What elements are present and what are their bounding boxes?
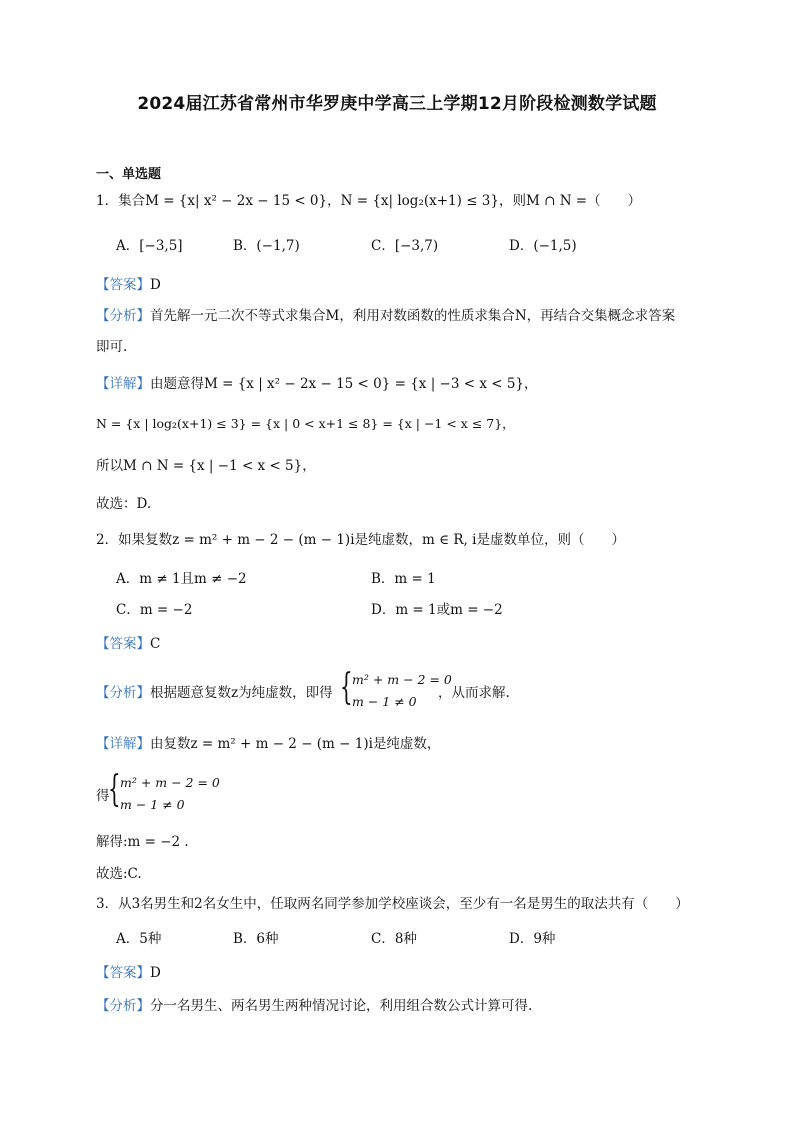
q2-analysis-brace: {: [340, 667, 353, 708]
q2-detail-eq1: m² + m − 2 = 0: [120, 775, 220, 790]
q3-answer-row: [96, 963, 161, 983]
answer-tag: 【答案】: [96, 965, 150, 981]
q3-option-c: C．8种: [371, 931, 417, 947]
analysis-tag: 【分析】: [96, 998, 150, 1014]
q2-analysis-eq2: m − 1 ≠ 0: [352, 694, 417, 709]
q1-option-d: D．(−1,5): [509, 238, 577, 254]
q3-option-d: D．9种: [509, 931, 556, 947]
page-title: 2024届江苏省常州市华罗庚中学高三上学期12月阶段检测数学试题: [137, 94, 657, 114]
section-heading: 一、单选题: [96, 167, 162, 182]
q1-detail-line1: 由题意得M = {x | x² − 2x − 15 < 0} = {x | −3 < x < 5}，: [150, 376, 538, 392]
q1-detail-line2: N = {x | log₂(x+1) ≤ 3} = {x | 0 < x+1 ≤ 8} = {x | −1 < x ≤ 7}，: [96, 416, 515, 431]
q2-option-a: A．m ≠ 1且m ≠ −2: [116, 571, 247, 587]
q2-detail-line1: 由复数z = m² + m − 2 − (m − 1)i是纯虚数，: [150, 736, 441, 752]
q2-analysis-post: ，从而求解.: [438, 685, 510, 701]
q3-analysis-row: [96, 996, 532, 1016]
q2-option-b: B．m = 1: [371, 571, 436, 587]
q2-option-c: C．m = −2: [116, 602, 193, 618]
q2-detail-brace: {: [108, 769, 121, 810]
q1-analysis-line2: 即可.: [96, 339, 128, 355]
q1-conclusion: 故选：D.: [96, 496, 152, 512]
answer-tag: 【答案】: [96, 636, 150, 652]
q2-answer-row: [96, 634, 160, 654]
q2-option-d: D．m = 1或m = −2: [371, 602, 503, 618]
answer-tag: 【答案】: [96, 277, 150, 293]
q1-detail-row: [96, 374, 538, 394]
q3-analysis: 分一名男生、两名男生两种情况讨论，利用组合数公式计算可得.: [150, 998, 533, 1014]
q2-conclusion: 故选:C.: [96, 866, 142, 882]
question-1-stem: 1．集合M = {x| x² − 2x − 15 < 0}，N = {x| log₂(x+1) ≤ 3}，则M ∩ N =（ ）: [96, 193, 642, 209]
detail-tag: 【详解】: [96, 736, 150, 752]
detail-tag: 【详解】: [96, 376, 150, 392]
q2-analysis-row: [96, 683, 333, 703]
q3-option-b: B．6种: [233, 931, 279, 947]
q1-answer-row: [96, 275, 161, 295]
analysis-tag: 【分析】: [96, 308, 150, 324]
q1-option-b: B．(−1,7): [233, 238, 300, 254]
q2-detail-eq2: m − 1 ≠ 0: [120, 797, 185, 812]
q2-analysis-eq1: m² + m − 2 = 0: [352, 672, 452, 687]
question-3-stem: 3．从3名男生和2名女生中，任取两名同学参加学校座谈会，至少有一名是男生的取法共有（ ）: [96, 896, 689, 912]
q1-option-c: C．[−3,7): [371, 238, 439, 254]
analysis-tag: 【分析】: [96, 685, 150, 701]
q2-solve: 解得:m = −2 .: [96, 834, 189, 850]
q2-analysis-pre: 根据题意复数z为纯虚数，即得: [150, 685, 333, 701]
q3-answer: D: [150, 965, 161, 981]
q1-analysis-line1: 首先解一元二次不等式求集合M，利用对数函数的性质求集合N，再结合交集概念求答案: [150, 308, 676, 324]
question-2-stem: 2．如果复数z = m² + m − 2 − (m − 1)i是纯虚数，m ∈ R, i是虚数单位，则（ ）: [96, 532, 625, 548]
q1-option-a: A．[−3,5]: [116, 238, 183, 254]
q2-detail-pre: 得: [96, 788, 110, 804]
q3-option-a: A．5种: [116, 931, 162, 947]
q1-answer: D: [150, 277, 161, 293]
q2-answer: C: [150, 636, 161, 652]
q1-detail-line3: 所以M ∩ N = {x | −1 < x < 5}，: [96, 458, 316, 474]
q2-detail-row: [96, 734, 440, 754]
q1-analysis-row: [96, 306, 675, 326]
